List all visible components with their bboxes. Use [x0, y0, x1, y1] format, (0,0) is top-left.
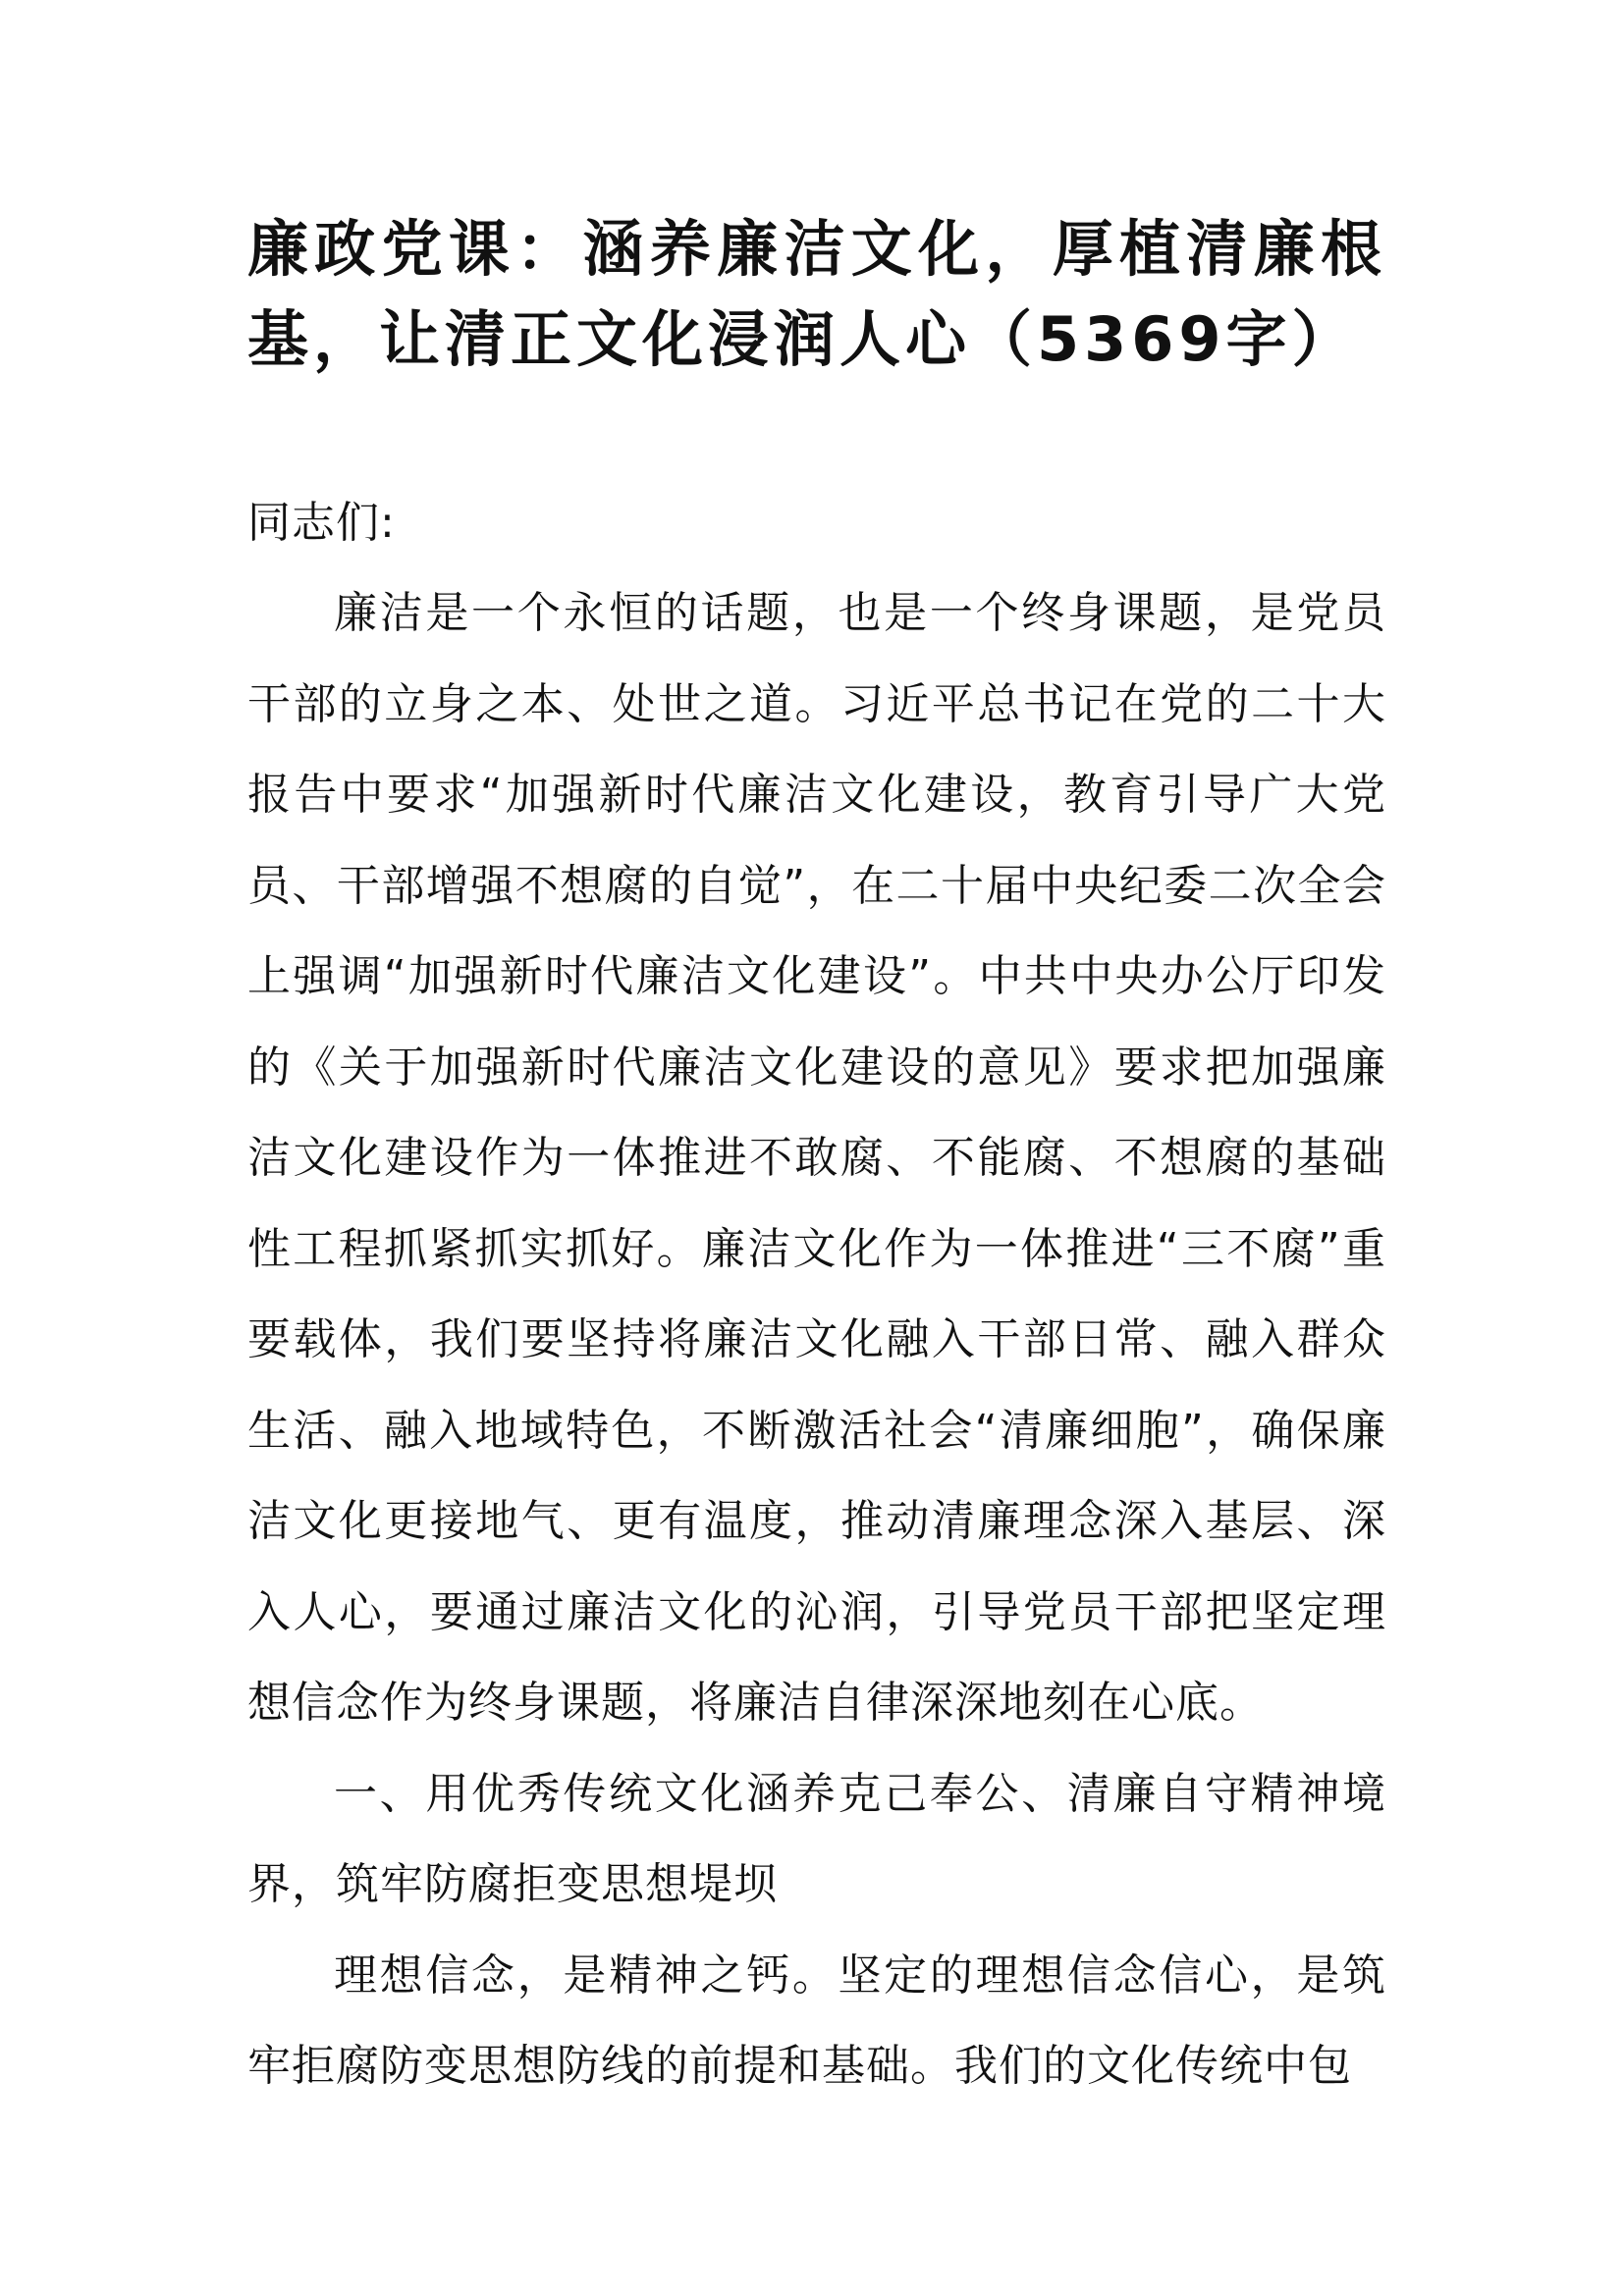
intro-paragraph: 廉洁是一个永恒的话题，也是一个终身课题，是党员干部的立身之本、处世之道。习近平总书记在党的二十大报告中要求“加强新时代廉洁文化建设，教育引导广大党员、干部增强不想腐的自觉”，在二十届中央纪委二次全会上强调“加强新时代廉洁文化建设”。中共中央办公厅印发的《关于加强新时代廉洁文化建设的意见》要求把加强廉洁文化建设作为一体推进不敢腐、不能腐、不想腐的基础性工程抓紧抓实抓好。廉洁文化作为一体推进“三不腐”重要载体，我们要坚持将廉洁文化融入干部日常、融入群众生活、融入地域特色，不断激活社会“清廉细胞”，确保廉洁文化更接地气、更有温度，推动清廉理念深入基层、深入人心，要通过廉洁文化的沁润，引导党员干部把坚定理想信念作为终身课题，将廉洁自律深深地刻在心底。 [247, 588, 1386, 1728]
document-body [247, 204, 1386, 2112]
document-title: 廉政党课：涵养廉洁文化，厚植清廉根基，让清正文化浸润人心（5369字） [247, 213, 1386, 375]
section-paragraph: 理想信念，是精神之钙。坚定的理想信念信心，是筑牢拒腐防变思想防线的前提和基础。我们的文化传统中包 [247, 1949, 1386, 2091]
salutation: 同志们: [247, 498, 396, 548]
section-heading: 一、用优秀传统文化涵养克己奉公、清廉自守精神境界，筑牢防腐拒变思想堤坝 [247, 1768, 1386, 1909]
